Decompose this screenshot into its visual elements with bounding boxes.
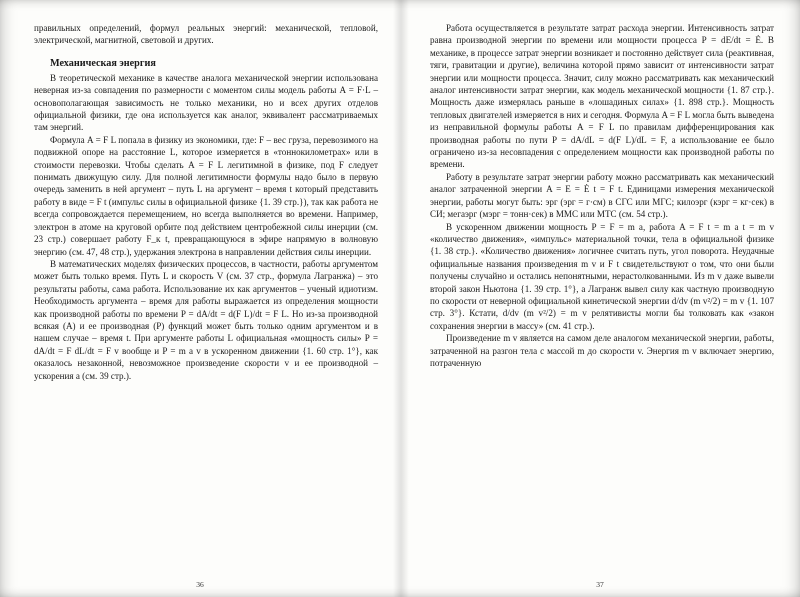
right-page [400,0,800,597]
page-number: 36 [196,580,204,589]
paragraph: Формула A = F L попала в физику из экономики, где: F – вес груза, перевозимого на подвижной опоре на расстояние L, которое измеряется в «тоннокилометрах» или в стоимости перевозки. Чтобы сделать A = F L легитимной в физике, под F следует понимать движущую силу. Для полной легитимности формулы надо было в первую очередь заменить в ней аргумент – путь L на аргумент – время t который представить работу в виде = F t (импульс силы в официальной физике {1. 39 стр.}), так как работа не всегда сопровождается перемещением, но всегда выполняется во времени. Например, электрон в атоме на круговой орбите под действием центробежной силы инерции (см. 23 стр.) совершает работу F_к t, превращающуюся в эфире напрямую в волновую энергию (см. 47, 48 стр.), удержания электрона в направлении действия силы инерции. [34,134,378,257]
paragraph: Работу в результате затрат энергии работу можно рассматривать как механический аналог затраченной энергии A = E = Ė t = F t. Единицами измерения механической энергии, работы могут быть: эрг (эрг = г·см) в СГС или МГС; килоэрг (кэрг = кг·сек) в СИ; мегаэрг (мэрг = тонн·сек) в ММС или МТС (см. 54 стр.). [430,171,774,220]
page-number: 37 [596,580,604,589]
paragraph: В ускоренном движении мощность P = F = m a, работа A = F t = m a t = m v «количество движения», «импульс» материальной точки, тела в официальной физике {1. 38 стр.}. «Количество движения» логичнее считать путь, угол поворота. Неудачные официальные названия произведения m v и F t свидетельствуют о том, что они были получены случайно и остались непонятными, нерастолкованными. Из m v даже вывели второй закон Ньютона {1. 39 стр. 1°}, а Лагранж вывел силу как частную производную по скорости от неверной официальной кинетической энергии d/dv (m v²/2) = m v {1. 107 стр. 3°}. Кстати, d/dv (m v²/2) = m v релятивисты могли бы толковать как «закон сохранения энергии в массу» (см. 41 стр.). [430,221,774,331]
left-page-text-column [34,22,378,382]
section-heading: Механическая энергия [50,57,156,69]
paragraph: В теоретической механике в качестве аналога механической энергии использована неверная из-за совпадения по размерности с моментом силы модель работы A = F·L – основополагающая зависимость не только механики, но и всех других отделов официальной физики, где она используется как аналог, эквивалент рассматриваемых там энергий. [34,72,378,133]
paragraph: Работа осуществляется в результате затрат расхода энергии. Интенсивность затрат равна производной энергии по времени или мощности процесса P = dE/dt = Ė. В механике, в процессе затрат энергии возникает и постоянно действует сила (реактивная, тяги, гравитации и другие), величина которой прямо зависит от интенсивности затрат энергии или мощности процесса. Значит, силу можно рассматривать как механический аналог интенсивности затрат энергии, как модель механической мощности {1. 87 стр.}. Мощность даже измерялась раньше в «лошадиных силах» {1. 898 стр.}. Мощность тепловых двигателей измеряется в них и сегодня. Формула A = F L могла быть выведена из неправильной формулы работы A = F L по правилам дифференцирования как производная работы по пути P = dA/dL = d(F L)/dL = F, а использование ее было ограничено из-за несовпадения с определением мощности как производной работы по времени. [430,23,774,170]
paragraph: В математических моделях физических процессов, в частности, работы аргументом может быть только время. Путь L и скорость V (см. 37 стр., формула Лагранжа) – это результаты работы, сама работа. Использование их как аргументов – ученый идиотизм. Необходимость аргумента – время для работы выражается из определения мощности как производной работы по времени P = dA/dt = d(F L)/dt = F L. Но из-за производной всякая (A) и ее производная (P) функций может быть только одним аргументом и в нашем случае – время t. При аргументе работы L официальная «мощность силы» P = dA/dt = F dL/dt = F v вообще и P = m a v в ускоренном движении {1. 60 стр. 1°}, как оказалось незаконной, невозможное произведение скорости v и ее производной – ускорения a (см. 39 стр.). [34,258,378,381]
paragraph: Произведение m v является на самом деле аналогом механической энергии, работы, затраченной на разгон тела с массой m до скорости v. Энергия m v включает энергию, потраченную [430,333,774,368]
paragraph: правильных определений, формул реальных энергий: механической, тепловой, электрической, магнитной, световой и других. [34,23,378,46]
right-page-text-column [430,22,774,369]
